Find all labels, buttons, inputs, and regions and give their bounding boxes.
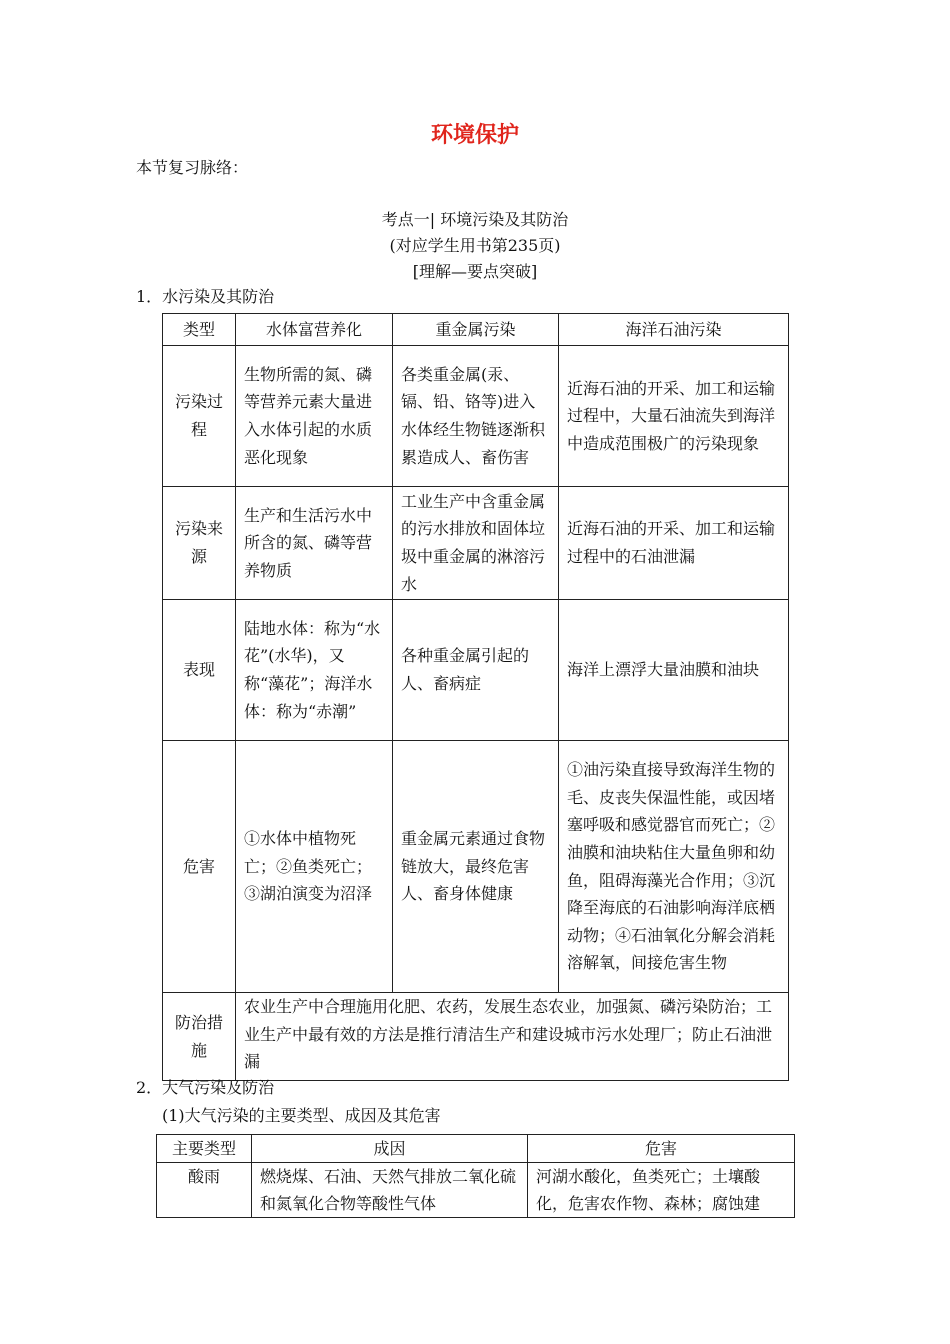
table-row (163, 993, 789, 1081)
section-reference: (对应学生用书第235页) (389, 236, 561, 255)
table-row (163, 600, 789, 741)
table-cell: 重金属元素通过食物链放大，最终危害人、畜身体健康 (393, 741, 559, 993)
row-label: 防治措施 (163, 993, 236, 1081)
header-main-type: 主要类型 (157, 1135, 252, 1163)
header-cause: 成因 (252, 1135, 528, 1163)
table-cell: 陆地水体：称为“水花”(水华)，又称“藻花”；海洋水体：称为“赤潮” (236, 600, 393, 741)
table-cell: 燃烧煤、石油、天然气排放二氧化硫和氮氧化合物等酸性气体 (252, 1163, 528, 1218)
row-label: 表现 (163, 600, 236, 741)
table-row (163, 346, 789, 487)
header-heavy-metal: 重金属污染 (393, 314, 559, 346)
table-cell: ①水体中植物死亡；②鱼类死亡；③湖泊演变为沼泽 (236, 741, 393, 993)
table-cell: 生产和生活污水中所含的氮、磷等营养物质 (236, 487, 393, 600)
table-cell: ①油污染直接导致海洋生物的毛、皮丧失保温性能，或因堵塞呼吸和感觉器官而死亡；②油膜和油块粘住大量鱼卵和幼鱼，阻碍海藻光合作用；③沉降至海底的石油影响海洋底栖动物；④石油氧化分解会消耗溶解氧，间接危害生物 (559, 741, 789, 993)
section-heading: 考点一| 环境污染及其防治 (381, 210, 569, 229)
table-cell: 近海石油的开采、加工和运输过程中，大量石油流失到海洋中造成范围极广的污染现象 (559, 346, 789, 487)
table-cell: 各类重金属(汞、镉、铅、铬等)进入水体经生物链逐渐积累造成人、畜伤害 (393, 346, 559, 487)
header-eutrophication: 水体富营养化 (236, 314, 393, 346)
page-title: 环境保护 (430, 123, 519, 148)
measures-cell: 农业生产中合理施用化肥、农药，发展生态农业，加强氮、磷污染防治；工业生产中最有效的方法是推行清洁生产和建设城市污水处理厂；防止石油泄漏 (236, 993, 789, 1081)
table-cell: 各种重金属引起的人、畜病症 (393, 600, 559, 741)
table-row (157, 1163, 795, 1218)
review-outline-label: 本节复习脉络： (136, 158, 249, 177)
table-cell: 近海石油的开采、加工和运输过程中的石油泄漏 (559, 487, 789, 600)
air-pollution-subheading: (1)大气污染的主要类型、成因及其危害 (162, 1106, 441, 1125)
air-pollution-heading: 2．大气污染及防治 (136, 1078, 275, 1097)
section-subheading: [理解—要点突破] (412, 262, 538, 281)
water-pollution-table (162, 313, 789, 1081)
row-label: 污染过程 (163, 346, 236, 487)
table-row (163, 487, 789, 600)
table-cell: 河湖水酸化，鱼类死亡；土壤酸化，危害农作物、森林；腐蚀建 (528, 1163, 795, 1218)
header-oil-pollution: 海洋石油污染 (559, 314, 789, 346)
water-pollution-heading: 1．水污染及其防治 (136, 287, 275, 306)
table-header-row (157, 1135, 795, 1163)
table-row (163, 741, 789, 993)
header-harm: 危害 (528, 1135, 795, 1163)
row-label: 酸雨 (157, 1163, 252, 1218)
table-header-row (163, 314, 789, 346)
table-cell: 海洋上漂浮大量油膜和油块 (559, 600, 789, 741)
header-type: 类型 (163, 314, 236, 346)
row-label: 污染来源 (163, 487, 236, 600)
air-pollution-table (156, 1134, 795, 1218)
table-cell: 生物所需的氮、磷等营养元素大量进入水体引起的水质恶化现象 (236, 346, 393, 487)
table-cell: 工业生产中含重金属的污水排放和固体垃圾中重金属的淋溶污水 (393, 487, 559, 600)
row-label: 危害 (163, 741, 236, 993)
